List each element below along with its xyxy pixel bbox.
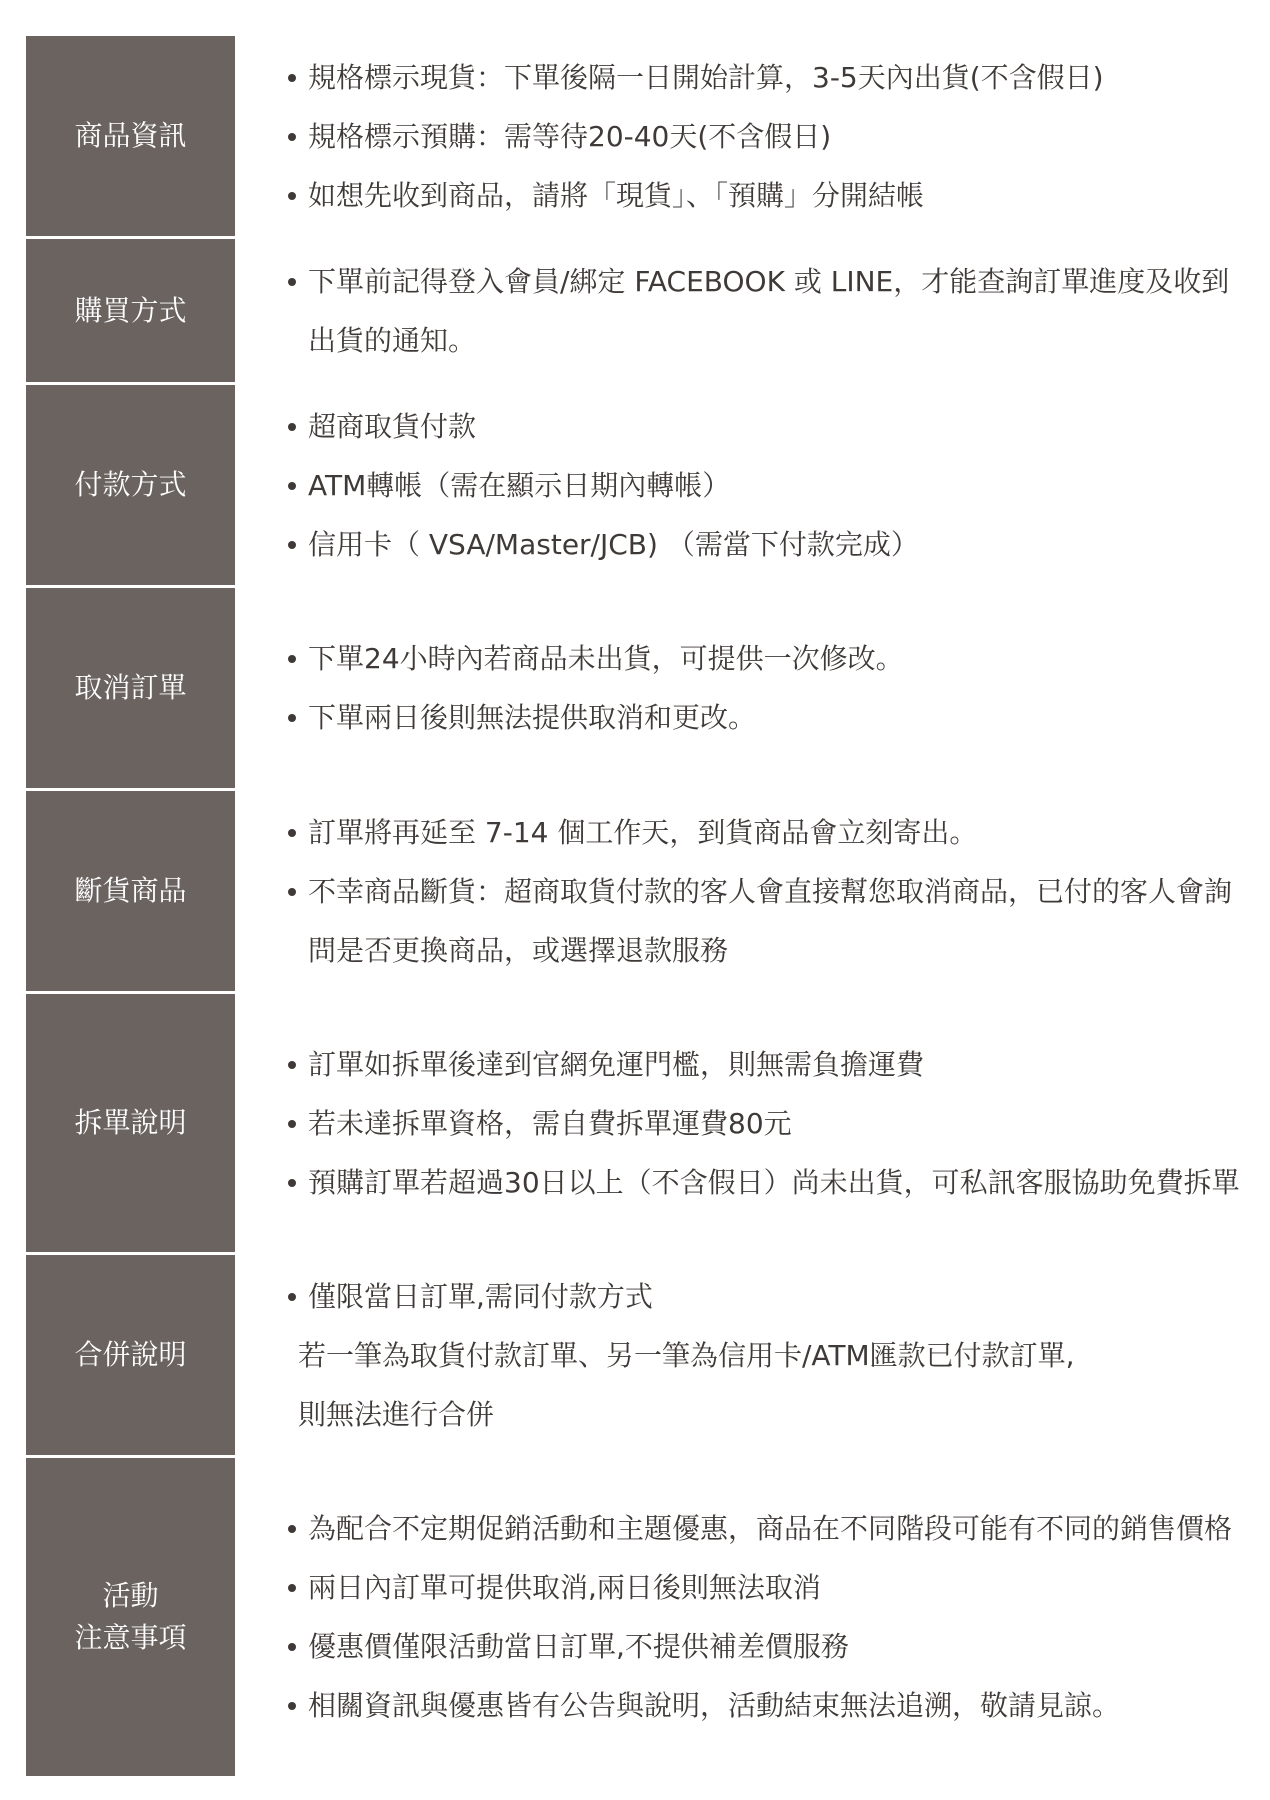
bullet-icon <box>288 1643 296 1651</box>
row-payment-method <box>26 385 1256 585</box>
row-cancel-order <box>26 588 1256 788</box>
list-item <box>288 107 1256 166</box>
bullet-icon <box>288 1061 296 1069</box>
bullet-icon <box>288 482 296 490</box>
item-text: 下單前記得登入會員/綁定 FACEBOOK 或 LINE，才能查詢訂單進度及收到出貨的通知。 <box>308 264 1230 357</box>
list-item <box>288 456 1256 515</box>
item-text: 相關資訊與優惠皆有公告與說明，活動結束無法追溯，敬請見諒。 <box>308 1689 1121 1722</box>
bullet-icon <box>288 1702 296 1710</box>
bullet-icon <box>288 1120 296 1128</box>
label-payment-method: 付款方式 <box>26 385 235 585</box>
list-item-text: 則無法進行合併 <box>298 1397 495 1431</box>
label-merge-order: 合併說明 <box>26 1255 235 1455</box>
list-item <box>288 1558 1256 1617</box>
item-text: 預購訂單若超過30日以上（不含假日）尚未出貨，可私訊客服協助免費拆單 <box>308 1165 1240 1199</box>
item-text: 為配合不定期促銷活動和主題優惠，商品在不同階段可能有不同的銷售價格 <box>308 1512 1233 1545</box>
item-text: 下單兩日後則無法提供取消和更改。 <box>308 701 757 734</box>
content-split-order <box>235 994 1256 1252</box>
bullet-icon <box>288 1584 296 1592</box>
content-out-of-stock <box>235 791 1256 991</box>
item-text: ATM轉帳（需在顯示日期內轉帳） <box>308 468 731 502</box>
label-product-info: 商品資訊 <box>26 36 235 236</box>
row-event-notes <box>26 1458 1256 1776</box>
item-text: 訂單如拆單後達到官網免運門檻，則無需負擔運費 <box>308 1047 925 1081</box>
item-text: 超商取貨付款 <box>308 409 477 443</box>
row-product-info <box>26 36 1256 236</box>
item-text: 不幸商品斷貨：超商取貨付款的客人會直接幫您取消商品，已付的客人會詢問是否更換商品，或選擇退款服務 <box>308 874 1233 967</box>
content-merge-order <box>235 1255 1256 1455</box>
content-cancel-order <box>235 588 1256 788</box>
content-payment-method <box>235 385 1256 585</box>
bullet-icon <box>288 278 296 286</box>
list-item <box>288 48 1256 107</box>
row-merge-order <box>26 1255 1256 1455</box>
item-text: 訂單將再延至 7-14 個工作天，到貨商品會立刻寄出。 <box>308 815 978 849</box>
list-item <box>288 515 1256 574</box>
item-text: 規格標示現貨：下單後隔一日開始計算，3-5天內出貨(不含假日) <box>308 60 1104 94</box>
item-text: 信用卡（ VSA/Master/JCB) （需當下付款完成） <box>308 527 919 561</box>
content-product-info <box>235 36 1256 236</box>
list-item <box>288 803 1256 862</box>
item-text: 兩日內訂單可提供取消,兩日後則無法取消 <box>308 1571 821 1604</box>
row-out-of-stock <box>26 791 1256 991</box>
label-out-of-stock: 斷貨商品 <box>26 791 235 991</box>
item-text: 僅限當日訂單,需同付款方式 <box>308 1279 653 1313</box>
item-text: 若未達拆單資格，需自費拆單運費80元 <box>308 1106 792 1140</box>
item-text: 優惠價僅限活動當日訂單,不提供補差價服務 <box>308 1630 849 1663</box>
bullet-icon <box>288 829 296 837</box>
bullet-icon <box>288 74 296 82</box>
label-split-order: 拆單說明 <box>26 994 235 1252</box>
bullet-icon <box>288 714 296 722</box>
label-event-notes: 活動 注意事項 <box>26 1458 235 1776</box>
bullet-icon <box>288 423 296 431</box>
item-text: 如想先收到商品，請將「現貨」、「預購」分開結帳 <box>308 178 925 212</box>
bullet-icon <box>288 541 296 549</box>
list-item <box>288 1676 1256 1735</box>
content-purchase-method <box>235 239 1256 382</box>
bullet-icon <box>288 192 296 200</box>
bullet-icon <box>288 1525 296 1533</box>
bullet-icon <box>288 133 296 141</box>
list-item <box>288 1035 1256 1094</box>
label-purchase-method: 購買方式 <box>26 239 235 382</box>
list-item-text: 若一筆為取貨付款訂單、另一筆為信用卡/ATM匯款已付款訂單, <box>298 1338 1075 1372</box>
list-item <box>288 1094 1256 1153</box>
list-item <box>288 1499 1256 1558</box>
list-item <box>288 252 1256 370</box>
list-item <box>288 862 1256 980</box>
label-cancel-order: 取消訂單 <box>26 588 235 788</box>
row-purchase-method <box>26 239 1256 382</box>
item-text: 規格標示預購：需等待20-40天(不含假日) <box>308 119 832 153</box>
bullet-icon <box>288 888 296 896</box>
item-text: 下單24小時內若商品未出貨，可提供一次修改。 <box>308 642 904 675</box>
list-item <box>288 1617 1256 1676</box>
list-item <box>288 1153 1256 1212</box>
bullet-icon <box>288 1179 296 1187</box>
list-item <box>288 397 1256 456</box>
list-item <box>288 688 1256 747</box>
bullet-icon <box>288 655 296 663</box>
bullet-icon <box>288 1293 296 1301</box>
list-item <box>288 1267 1256 1326</box>
list-item <box>288 629 1256 688</box>
row-split-order <box>26 994 1256 1252</box>
notice-table <box>26 36 1256 1776</box>
content-event-notes <box>235 1458 1256 1776</box>
list-item <box>288 166 1256 225</box>
